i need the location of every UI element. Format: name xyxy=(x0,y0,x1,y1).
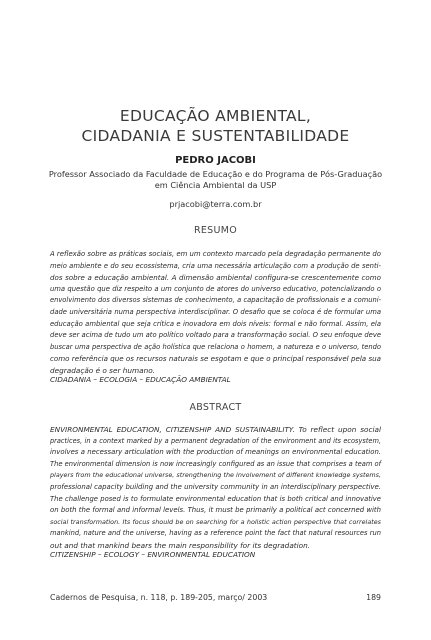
resumo-line: uma questão que diz respeito a um conjunto de atores do universo educativo, potencializando o xyxy=(50,284,381,293)
abstract-line: professional capacity building and the university community in an interdisciplinary perspective. xyxy=(50,482,381,491)
abstract-body xyxy=(50,424,381,552)
author-affiliation-line-1: Professor Associado da Faculdade de Educação e do Programa de Pós-Graduação xyxy=(48,169,383,179)
resumo-line: dos sobre a educação ambiental. A dimensão ambiental configura-se crescentemente como xyxy=(50,273,381,283)
resumo-line: A reflexão sobre as práticas sociais, em um contexto marcado pela degradação permanente do xyxy=(50,250,381,258)
abstract-heading: ABSTRACT xyxy=(189,402,242,413)
resumo-line: buscar uma perspectiva de ação holística que relaciona o homem, a natureza e o universo, tendo xyxy=(50,342,381,351)
abstract-line: players from the educational universe, strengthening the involvement of different knowledge systems, xyxy=(50,471,381,480)
resumo-body xyxy=(50,249,381,377)
resumo-line: meio ambiente e do seu ecossistema, cria uma necessária articulação com a produção de senti- xyxy=(50,261,381,270)
abstract-line: ENVIRONMENTAL EDUCATION, CITIZENSHIP AND SUSTAINABILITY. To reflect upon social xyxy=(50,425,381,434)
abstract-line: The environmental dimension is now increasingly configured as an issue that comprises a team of xyxy=(50,459,381,468)
resumo-heading: RESUMO xyxy=(193,225,238,236)
page-number: 189 xyxy=(366,593,381,602)
resumo-line: como referência que os recursos naturais se esgotam e que o principal responsável pela sua xyxy=(50,354,381,364)
abstract-line: out and that mankind bears the main responsibility for its degradation. xyxy=(50,540,311,550)
abstract-keywords: CITIZENSHIP – ECOLOGY – ENVIRONMENTAL EDUCATION xyxy=(50,550,256,559)
abstract-line: The challenge posed is to formulate environmental education that is both critical and innovative xyxy=(50,494,381,503)
resumo-keywords: CIDADANIA – ECOLOGIA – EDUCAÇÃO AMBIENTAL xyxy=(50,375,231,384)
resumo-line: deve ser acima de tudo um ato político voltado para a transformação social. O seu enfoque deve xyxy=(50,331,382,340)
abstract-line: on both the formal and informal levels. Thus, it must be primarily a political act concerned with xyxy=(50,506,381,515)
resumo-line: degradação é o ser humano. xyxy=(50,365,156,375)
abstract-line: practices, in a context marked by a permanent degradation of the environment and its ecosystem, xyxy=(50,436,381,445)
resumo-line: envolvimento dos diversos sistemas de conhecimento, a capacitação de profissionais e a comuni- xyxy=(50,296,381,305)
article-title-line-1: EDUCAÇÃO AMBIENTAL, xyxy=(119,107,312,125)
author-name: PEDRO JACOBI xyxy=(175,155,256,166)
resumo-line: dade universitária numa perspectiva interdisciplinar. O desafio que se coloca é de formular uma xyxy=(50,307,381,316)
abstract-line: social transformation. Its focus should be on searching for a holistic action perspective that correlates xyxy=(50,517,381,526)
journal-citation: Cadernos de Pesquisa, n. 118, p. 189-205, março/ 2003 xyxy=(50,593,268,602)
abstract-line: involves a necessary articulation with the production of meanings on environmental education. xyxy=(50,448,381,457)
article-title-line-2: CIDADANIA E SUSTENTABILIDADE xyxy=(81,127,350,145)
abstract-line: mankind, nature and the universe, having as a reference point the fact that natural resources run xyxy=(50,529,381,538)
resumo-line: educação ambiental que seja crítica e inovadora em dois níveis: formal e não formal. Assim, ela xyxy=(50,319,381,328)
author-email: prjacobi@terra.com.br xyxy=(169,199,262,209)
author-affiliation-line-2: em Ciência Ambiental da USP xyxy=(154,180,277,190)
